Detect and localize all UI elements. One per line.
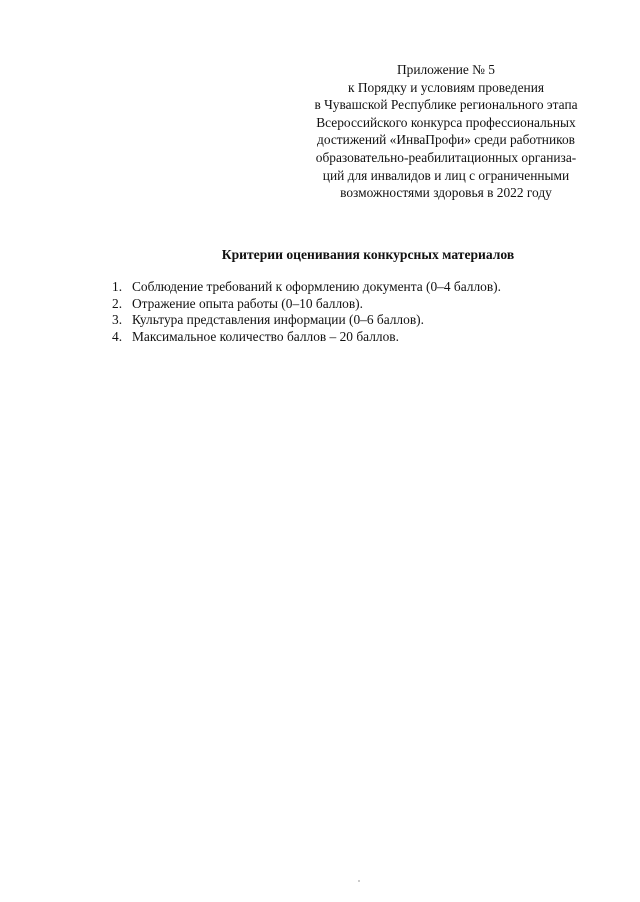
list-item [112, 279, 612, 296]
annex-line: достижений «ИнваПрофи» среди работников [317, 132, 575, 148]
list-item-text: Культура представления информации (0–6 баллов). [132, 312, 424, 328]
criteria-list [112, 279, 612, 345]
annex-line: ций для инвалидов и лиц с ограниченными [322, 167, 570, 183]
list-item [112, 329, 612, 346]
annex-line: в Чувашской Республике регионального этапа [314, 97, 578, 113]
list-item [112, 296, 612, 313]
annex-line: Приложение № 5 [396, 62, 496, 77]
list-item-text: Отражение опыта работы (0–10 баллов). [132, 295, 363, 311]
list-item-text: Максимальное количество баллов – 20 баллов. [132, 328, 399, 344]
list-item-number: 4. [112, 328, 123, 344]
list-item-text: Соблюдение требований к оформлению документа (0–4 баллов). [132, 279, 501, 294]
list-item [112, 312, 612, 329]
annex-line: образовательно-реабилитационных организа- [315, 149, 577, 165]
annex-header [300, 61, 592, 202]
annex-line: возможностями здоровья в 2022 году [340, 185, 552, 201]
document-title: Критерии оценивания конкурсных материалов [221, 247, 515, 262]
annex-line: Всероссийского конкурса профессиональных [316, 114, 576, 130]
list-item-number: 1. [112, 279, 123, 294]
scan-dot-mark [358, 880, 360, 882]
list-item-number: 2. [112, 295, 123, 311]
list-item-number: 3. [112, 312, 123, 328]
annex-line: к Порядку и условиям проведения [347, 79, 545, 95]
